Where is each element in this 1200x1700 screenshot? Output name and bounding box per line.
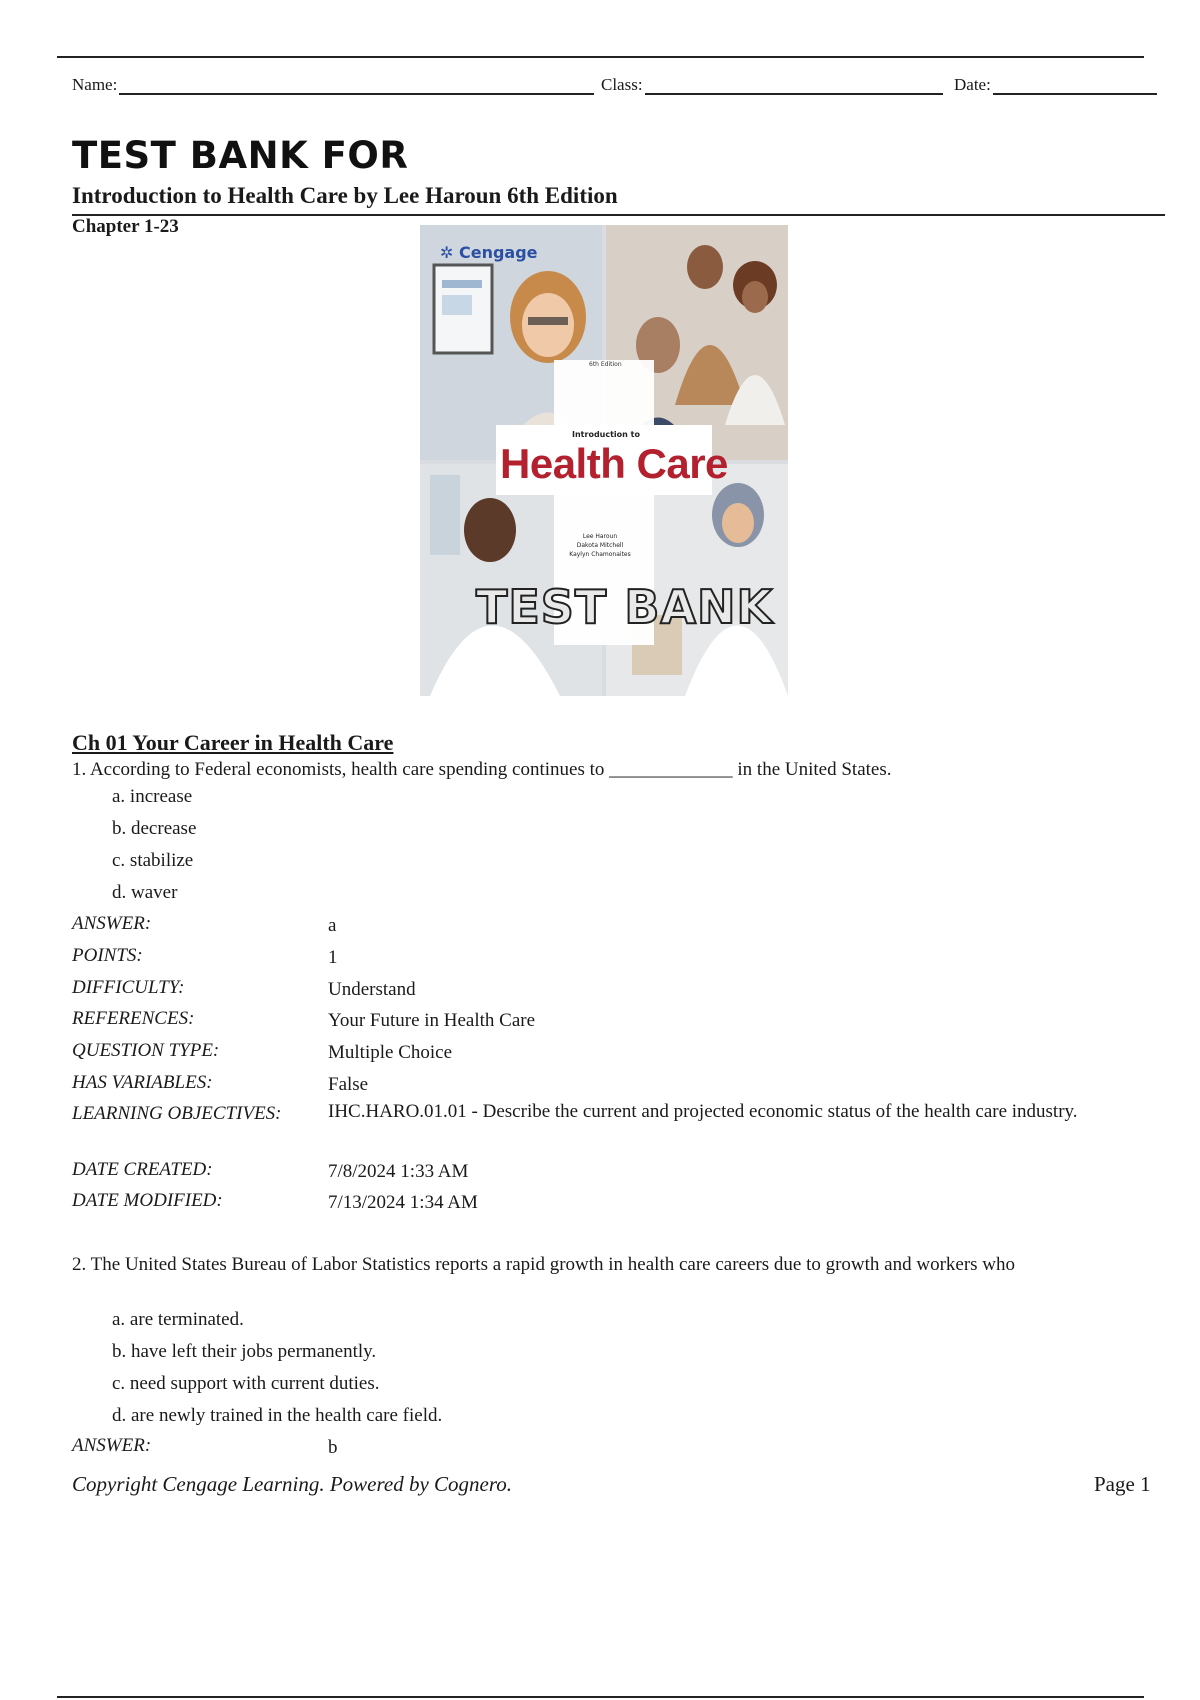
meta-value: IHC.HARO.01.01 - Describe the current and projected economic status of the health care industry. [328, 1101, 1078, 1122]
meta-key: LEARNING OBJECTIVES: [72, 1103, 282, 1124]
test-bank-watermark: TEST BANK [476, 580, 774, 634]
cover-edition: 6th Edition [589, 361, 622, 368]
top-rule [57, 56, 1144, 58]
question-stem: 1. According to Federal economists, health care spending continues to _____________ in the United States. [72, 759, 892, 780]
name-line [119, 73, 594, 95]
answer-option: b. have left their jobs permanently. [112, 1341, 377, 1362]
meta-value: 7/8/2024 1:33 AM [328, 1161, 469, 1182]
answer-option: b. decrease [112, 818, 197, 839]
question-stem: 2. The United States Bureau of Labor Statistics reports a rapid growth in health care careers due to growth and workers who [72, 1254, 1016, 1275]
meta-value: a [328, 915, 337, 936]
meta-key: HAS VARIABLES: [72, 1072, 213, 1093]
cengage-logo: ✲ Cengage [440, 243, 538, 262]
title-rule [72, 214, 1165, 216]
cover-intro: Introduction to [572, 430, 640, 439]
meta-value: Your Future in Health Care [328, 1010, 536, 1031]
meta-key: DIFFICULTY: [72, 977, 185, 998]
book-cover-image [420, 225, 788, 696]
date-field [954, 73, 1157, 95]
answer-option: a. increase [112, 786, 193, 807]
chapter-range: Chapter 1-23 [72, 216, 179, 237]
cover-author: Lee Haroun [582, 533, 618, 540]
meta-key: POINTS: [72, 945, 143, 966]
copyright-footer: Copyright Cengage Learning. Powered by Cognero. [72, 1472, 512, 1496]
date-label: Date: [954, 75, 991, 94]
meta-value: Understand [328, 979, 416, 1000]
answer-option: d. are newly trained in the health care field. [112, 1405, 443, 1426]
cover-author: Dakota Mitchell [576, 542, 624, 549]
answer-option: a. are terminated. [112, 1309, 244, 1330]
page-number: Page 1 [1094, 1472, 1151, 1496]
cover-author: Kaylyn Chamonaites [569, 551, 631, 558]
meta-key: DATE CREATED: [72, 1159, 213, 1180]
meta-value: False [328, 1074, 369, 1095]
class-label: Class: [601, 75, 643, 94]
class-field [601, 73, 943, 95]
document-subtitle: Introduction to Health Care by Lee Haroun 6th Edition [72, 183, 618, 208]
class-line [645, 73, 943, 95]
section-title: Ch 01 Your Career in Health Care [72, 730, 394, 755]
meta-value: b [328, 1437, 338, 1458]
answer-option: c. stabilize [112, 850, 194, 871]
meta-value: 7/13/2024 1:34 AM [328, 1192, 478, 1213]
answer-option: c. need support with current duties. [112, 1373, 380, 1394]
document-title: TEST BANK FOR [72, 134, 409, 177]
cengage-logo-text: Cengage [458, 243, 538, 262]
meta-key: DATE MODIFIED: [72, 1190, 223, 1211]
meta-key: QUESTION TYPE: [72, 1040, 220, 1061]
answer-option: d. waver [112, 882, 178, 903]
meta-key: ANSWER: [72, 913, 152, 934]
date-line [993, 73, 1157, 95]
meta-key: ANSWER: [72, 1435, 152, 1456]
name-label: Name: [72, 75, 118, 94]
name-field [72, 73, 594, 95]
meta-value: Multiple Choice [328, 1042, 453, 1063]
meta-key: REFERENCES: [72, 1008, 195, 1029]
cover-title: Health Care [500, 440, 728, 487]
cover-authors [568, 532, 632, 559]
meta-value: 1 [328, 947, 338, 968]
bottom-rule [57, 1696, 1144, 1698]
